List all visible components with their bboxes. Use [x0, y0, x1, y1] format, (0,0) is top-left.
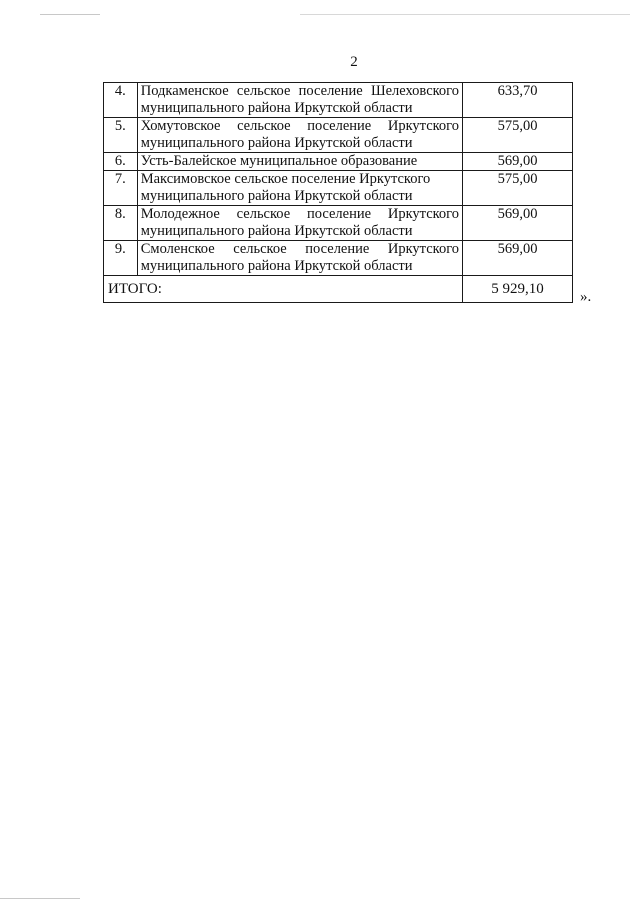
municipality-name-line2: муниципального района Иркутской области — [140, 223, 413, 239]
scan-artifact-top-right — [300, 14, 630, 15]
scan-artifact-top — [40, 14, 100, 15]
amount: 575,00 — [463, 171, 573, 206]
amount: 569,00 — [463, 153, 573, 171]
municipality-name — [137, 241, 462, 276]
table-row — [104, 171, 573, 206]
amount: 569,00 — [463, 206, 573, 241]
municipality-name — [137, 83, 462, 118]
closing-quote-mark: ». — [580, 289, 592, 305]
municipality-name-line2: муниципального района Иркутской области — [140, 135, 413, 151]
municipality-name-line2: муниципального района Иркутской области — [140, 188, 413, 204]
total-amount: 5 929,10 — [463, 276, 573, 303]
amount: 569,00 — [463, 241, 573, 276]
row-number: 5. — [104, 118, 138, 153]
municipality-name — [137, 171, 462, 206]
table-row — [104, 206, 573, 241]
municipality-name-line2: муниципального района Иркутской области — [140, 100, 413, 116]
allocation-table — [103, 82, 573, 303]
municipality-name — [137, 118, 462, 153]
total-row — [104, 276, 573, 303]
row-number: 6. — [104, 153, 138, 171]
municipality-name-line2: муниципального района Иркутской области — [140, 258, 413, 274]
table-row — [104, 241, 573, 276]
municipality-name — [137, 206, 462, 241]
amount: 575,00 — [463, 118, 573, 153]
municipality-name — [137, 153, 462, 171]
row-number: 9. — [104, 241, 138, 276]
amount: 633,70 — [463, 83, 573, 118]
total-label: ИТОГО: — [104, 276, 463, 303]
page-number: 2 — [350, 54, 358, 70]
table-row — [104, 153, 573, 171]
scan-artifact-bottom — [0, 898, 80, 899]
municipality-name-line1: Смоленское сельское поселение Иркутского — [140, 241, 460, 257]
row-number: 7. — [104, 171, 138, 206]
municipality-name-line1: Максимовское сельское поселение Иркутского — [140, 171, 431, 187]
table-row — [104, 118, 573, 153]
municipality-name-line1: Молодежное сельское поселение Иркутского — [140, 206, 460, 222]
row-number: 8. — [104, 206, 138, 241]
municipality-name-line1: Хомутовское сельское поселение Иркутского — [140, 118, 460, 134]
row-number: 4. — [104, 83, 138, 118]
municipality-name-line1: Подкаменское сельское поселение Шелеховского — [140, 83, 460, 99]
table-row — [104, 83, 573, 118]
municipality-name-line1: Усть-Балейское муниципальное образование — [140, 153, 418, 169]
